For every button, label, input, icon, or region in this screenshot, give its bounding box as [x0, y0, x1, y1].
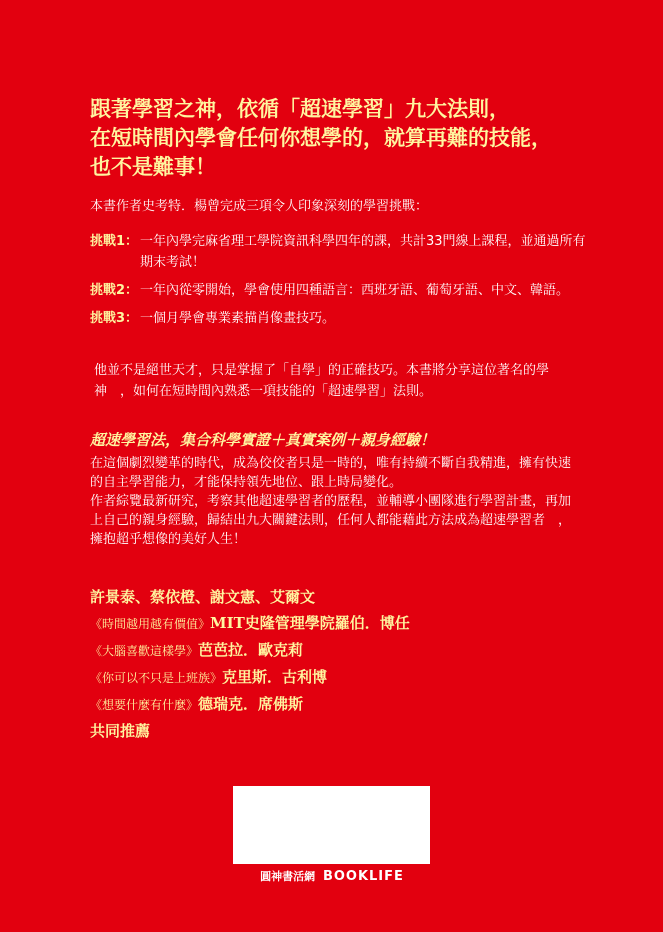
endorser-person: 克里斯．古利博 [222, 668, 328, 686]
challenge-item [90, 231, 590, 273]
barcode-area [233, 786, 430, 864]
challenge-label: 挑戰3： [90, 311, 139, 326]
challenge-text: 一個月學會專業素描肖像畫技巧。 [140, 311, 336, 326]
endorser-person: MIT史隆管理學院羅伯．博任 [210, 614, 410, 632]
challenge-item [90, 280, 590, 301]
promo-paragraph: 作者綜覽最新研究，考察其他超速學習者的歷程，並輔導小團隊進行學習計畫，再加上自己的親身經驗，歸結出九大關鍵法則，任何人都能藉此方法成為超速學習者 ，擁抱超乎想像的美好人生！ [90, 494, 572, 547]
challenge-text: 一年內學完麻省理工學院資訊科學四年的課，共計33門線上課程，並通過所有期末考試！ [140, 234, 586, 270]
promo-heading: 超速學習法，集合科學實證＋真實案例＋親身經驗！ [90, 431, 436, 449]
promo-body [90, 454, 580, 549]
endorsements [90, 584, 590, 744]
publisher-logo [232, 868, 432, 884]
publisher-brand: BOOKLIFE [322, 869, 404, 884]
endorser-person: 芭芭拉．歐克莉 [198, 641, 304, 659]
headline [90, 94, 610, 181]
promo-paragraph: 在這個劇烈變革的時代，成為佼佼者只是一時的，唯有持續不斷自我精進，擁有快速的自主學習能力，才能保持領先地位、跟上時局變化。 [90, 456, 572, 490]
endorsement-line [90, 637, 590, 664]
challenge-item [90, 308, 590, 329]
endorser-person: 德瑞克．席佛斯 [198, 695, 304, 713]
endorsement-footer: 共同推薦 [90, 722, 151, 740]
challenge-label: 挑戰1： [90, 234, 139, 249]
challenge-list [90, 231, 590, 336]
intro-text: 本書作者史考特．楊曾完成三項令人印象深刻的學習挑戰： [90, 199, 429, 214]
endorser-book: 《時間越用越有價值》 [90, 617, 211, 631]
summary-text: 他並不是絕世天才，只是掌握了「自學」的正確技巧。本書將分享這位著名的學神 ，如何在短時間內熟悉一項技能的「超速學習」法則。 [94, 363, 550, 399]
endorser-book: 《你可以不只是上班族》 [90, 671, 223, 685]
challenge-label: 挑戰2： [90, 283, 139, 298]
endorsement-line [90, 610, 590, 637]
publisher-name: 圓神書活網 [260, 870, 316, 883]
endorser-book: 《想要什麼有什麼》 [90, 698, 199, 712]
endorsement-line [90, 664, 590, 691]
challenge-text: 一年內從零開始，學會使用四種語言：西班牙語、葡萄牙語、中文、韓語。 [140, 283, 570, 298]
endorsement-line [90, 691, 590, 718]
headline-line: 在短時間內學會任何你想學的，就算再難的技能， [90, 125, 552, 150]
endorser-book: 《大腦喜歡這樣學》 [90, 644, 199, 658]
headline-line: 跟著學習之神，依循「超速學習」九大法則， [90, 96, 510, 121]
headline-line: 也不是難事！ [90, 154, 216, 179]
endorser-names: 許景泰、蔡依橙、謝文憲、艾爾文 [90, 588, 316, 606]
